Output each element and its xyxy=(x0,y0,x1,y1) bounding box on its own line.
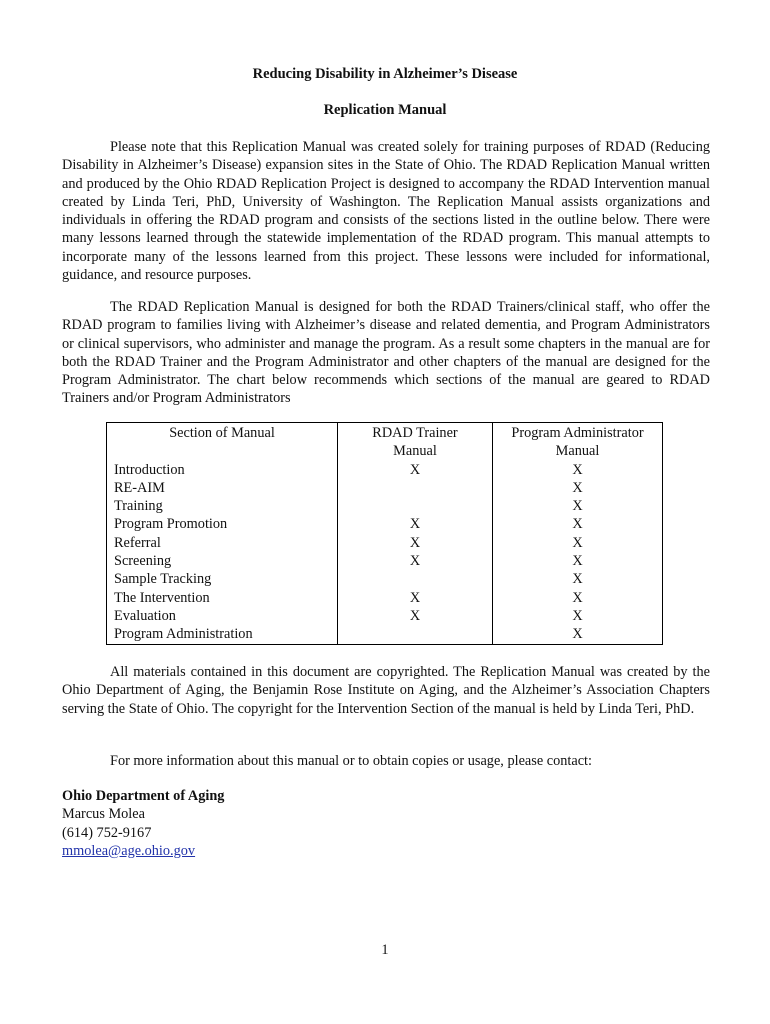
table-row xyxy=(107,570,663,588)
contact-block xyxy=(62,787,224,860)
trainer-cell: X xyxy=(338,552,493,570)
section-cell: Training xyxy=(107,497,338,515)
trainer-cell xyxy=(338,497,493,515)
contact-organization: Ohio Department of Aging xyxy=(62,788,225,804)
section-cell: Introduction xyxy=(107,461,338,479)
admin-cell: X xyxy=(493,625,663,644)
header-admin xyxy=(493,423,663,461)
page-number: 1 xyxy=(381,942,389,958)
section-cell: Program Administration xyxy=(107,625,338,644)
section-cell: Evaluation xyxy=(107,607,338,625)
header-trainer-line1: RDAD Trainer xyxy=(372,425,458,441)
admin-cell: X xyxy=(493,515,663,533)
trainer-cell: X xyxy=(338,607,493,625)
section-cell: Screening xyxy=(107,552,338,570)
contact-intro-paragraph xyxy=(62,752,710,770)
trainer-cell: X xyxy=(338,589,493,607)
contact-email-link[interactable]: mmolea@age.ohio.gov xyxy=(62,842,196,859)
header-admin-line1: Program Administrator xyxy=(511,425,644,441)
contact-name: Marcus Molea xyxy=(62,806,145,823)
section-cell: Sample Tracking xyxy=(107,570,338,588)
section-cell: Program Promotion xyxy=(107,515,338,533)
manual-sections-table xyxy=(106,422,663,645)
trainer-cell: X xyxy=(338,461,493,479)
table-row xyxy=(107,589,663,607)
trainer-cell: X xyxy=(338,515,493,533)
audience-paragraph xyxy=(62,298,710,408)
table-row xyxy=(107,515,663,533)
admin-cell: X xyxy=(493,497,663,515)
header-trainer xyxy=(338,423,493,461)
section-cell: Referral xyxy=(107,534,338,552)
copyright-paragraph-text: All materials contained in this document are copyrighted. The Replication Manual was created by the Ohio Department of Aging, the Benjamin Rose Institute on Aging, and the Alzheimer’s Association Chapters serving the State of Ohio. The copyright for the Intervention Section of the manual is held by Linda Teri, PhD. xyxy=(62,664,710,717)
table-row xyxy=(107,497,663,515)
document-subtitle: Replication Manual xyxy=(323,102,447,118)
header-admin-line2: Manual xyxy=(555,443,600,460)
table-row xyxy=(107,607,663,625)
table-row xyxy=(107,534,663,552)
admin-cell: X xyxy=(493,479,663,497)
table-row xyxy=(107,479,663,497)
intro-paragraph-text: Please note that this Replication Manual was created solely for training purposes of RDAD (Reducing Disability in Alzheimer’s Disease) expansion sites in the State of Ohio. The RDAD Replication Manual written and produced by the Ohio RDAD Replication Project is designed to accompany the RDAD Intervention manual created by Linda Teri, PhD, University of Washington. The Replication Manual assists organizations and individuals in offering the RDAD program and consists of the sections listed in the outline below. There were many lessons learned through the statewide implementation of the RDAD program. This manual attempts to incorporate many of the lessons learned from this project. These lessons were included for informational, guidance, and resource purposes. xyxy=(62,139,710,284)
table-row xyxy=(107,625,663,644)
trainer-cell xyxy=(338,570,493,588)
trainer-cell xyxy=(338,625,493,644)
admin-cell: X xyxy=(493,589,663,607)
admin-cell: X xyxy=(493,552,663,570)
trainer-cell xyxy=(338,479,493,497)
intro-paragraph xyxy=(62,138,710,284)
document-title: Reducing Disability in Alzheimer’s Disease xyxy=(252,66,518,82)
contact-intro-text: For more information about this manual or to obtain copies or usage, please contact: xyxy=(110,753,592,769)
copyright-paragraph xyxy=(62,663,710,718)
table-body xyxy=(107,461,663,644)
section-cell: RE-AIM xyxy=(107,479,338,497)
audience-paragraph-text: The RDAD Replication Manual is designed for both the RDAD Trainers/clinical staff, who offer the RDAD program to families living with Alzheimer’s disease and related dementia, and Program Administrators or clinical supervisors, who administer and manage the program. As a result some chapters in the manual are for both the RDAD Trainer and the Program Administrator and other chapters of the manual are designed for the Program Administrator. The chart below recommends which sections of the manual are geared to RDAD Trainers and/or Program Administrators xyxy=(62,299,710,407)
admin-cell: X xyxy=(493,461,663,479)
table-header-row xyxy=(107,423,663,461)
admin-cell: X xyxy=(493,534,663,552)
table-row xyxy=(107,552,663,570)
header-section: Section of Manual xyxy=(107,423,338,461)
section-cell: The Intervention xyxy=(107,589,338,607)
admin-cell: X xyxy=(493,570,663,588)
admin-cell: X xyxy=(493,607,663,625)
table-row xyxy=(107,461,663,479)
header-trainer-line2: Manual xyxy=(393,443,437,460)
trainer-cell: X xyxy=(338,534,493,552)
contact-phone: (614) 752-9167 xyxy=(62,824,152,841)
